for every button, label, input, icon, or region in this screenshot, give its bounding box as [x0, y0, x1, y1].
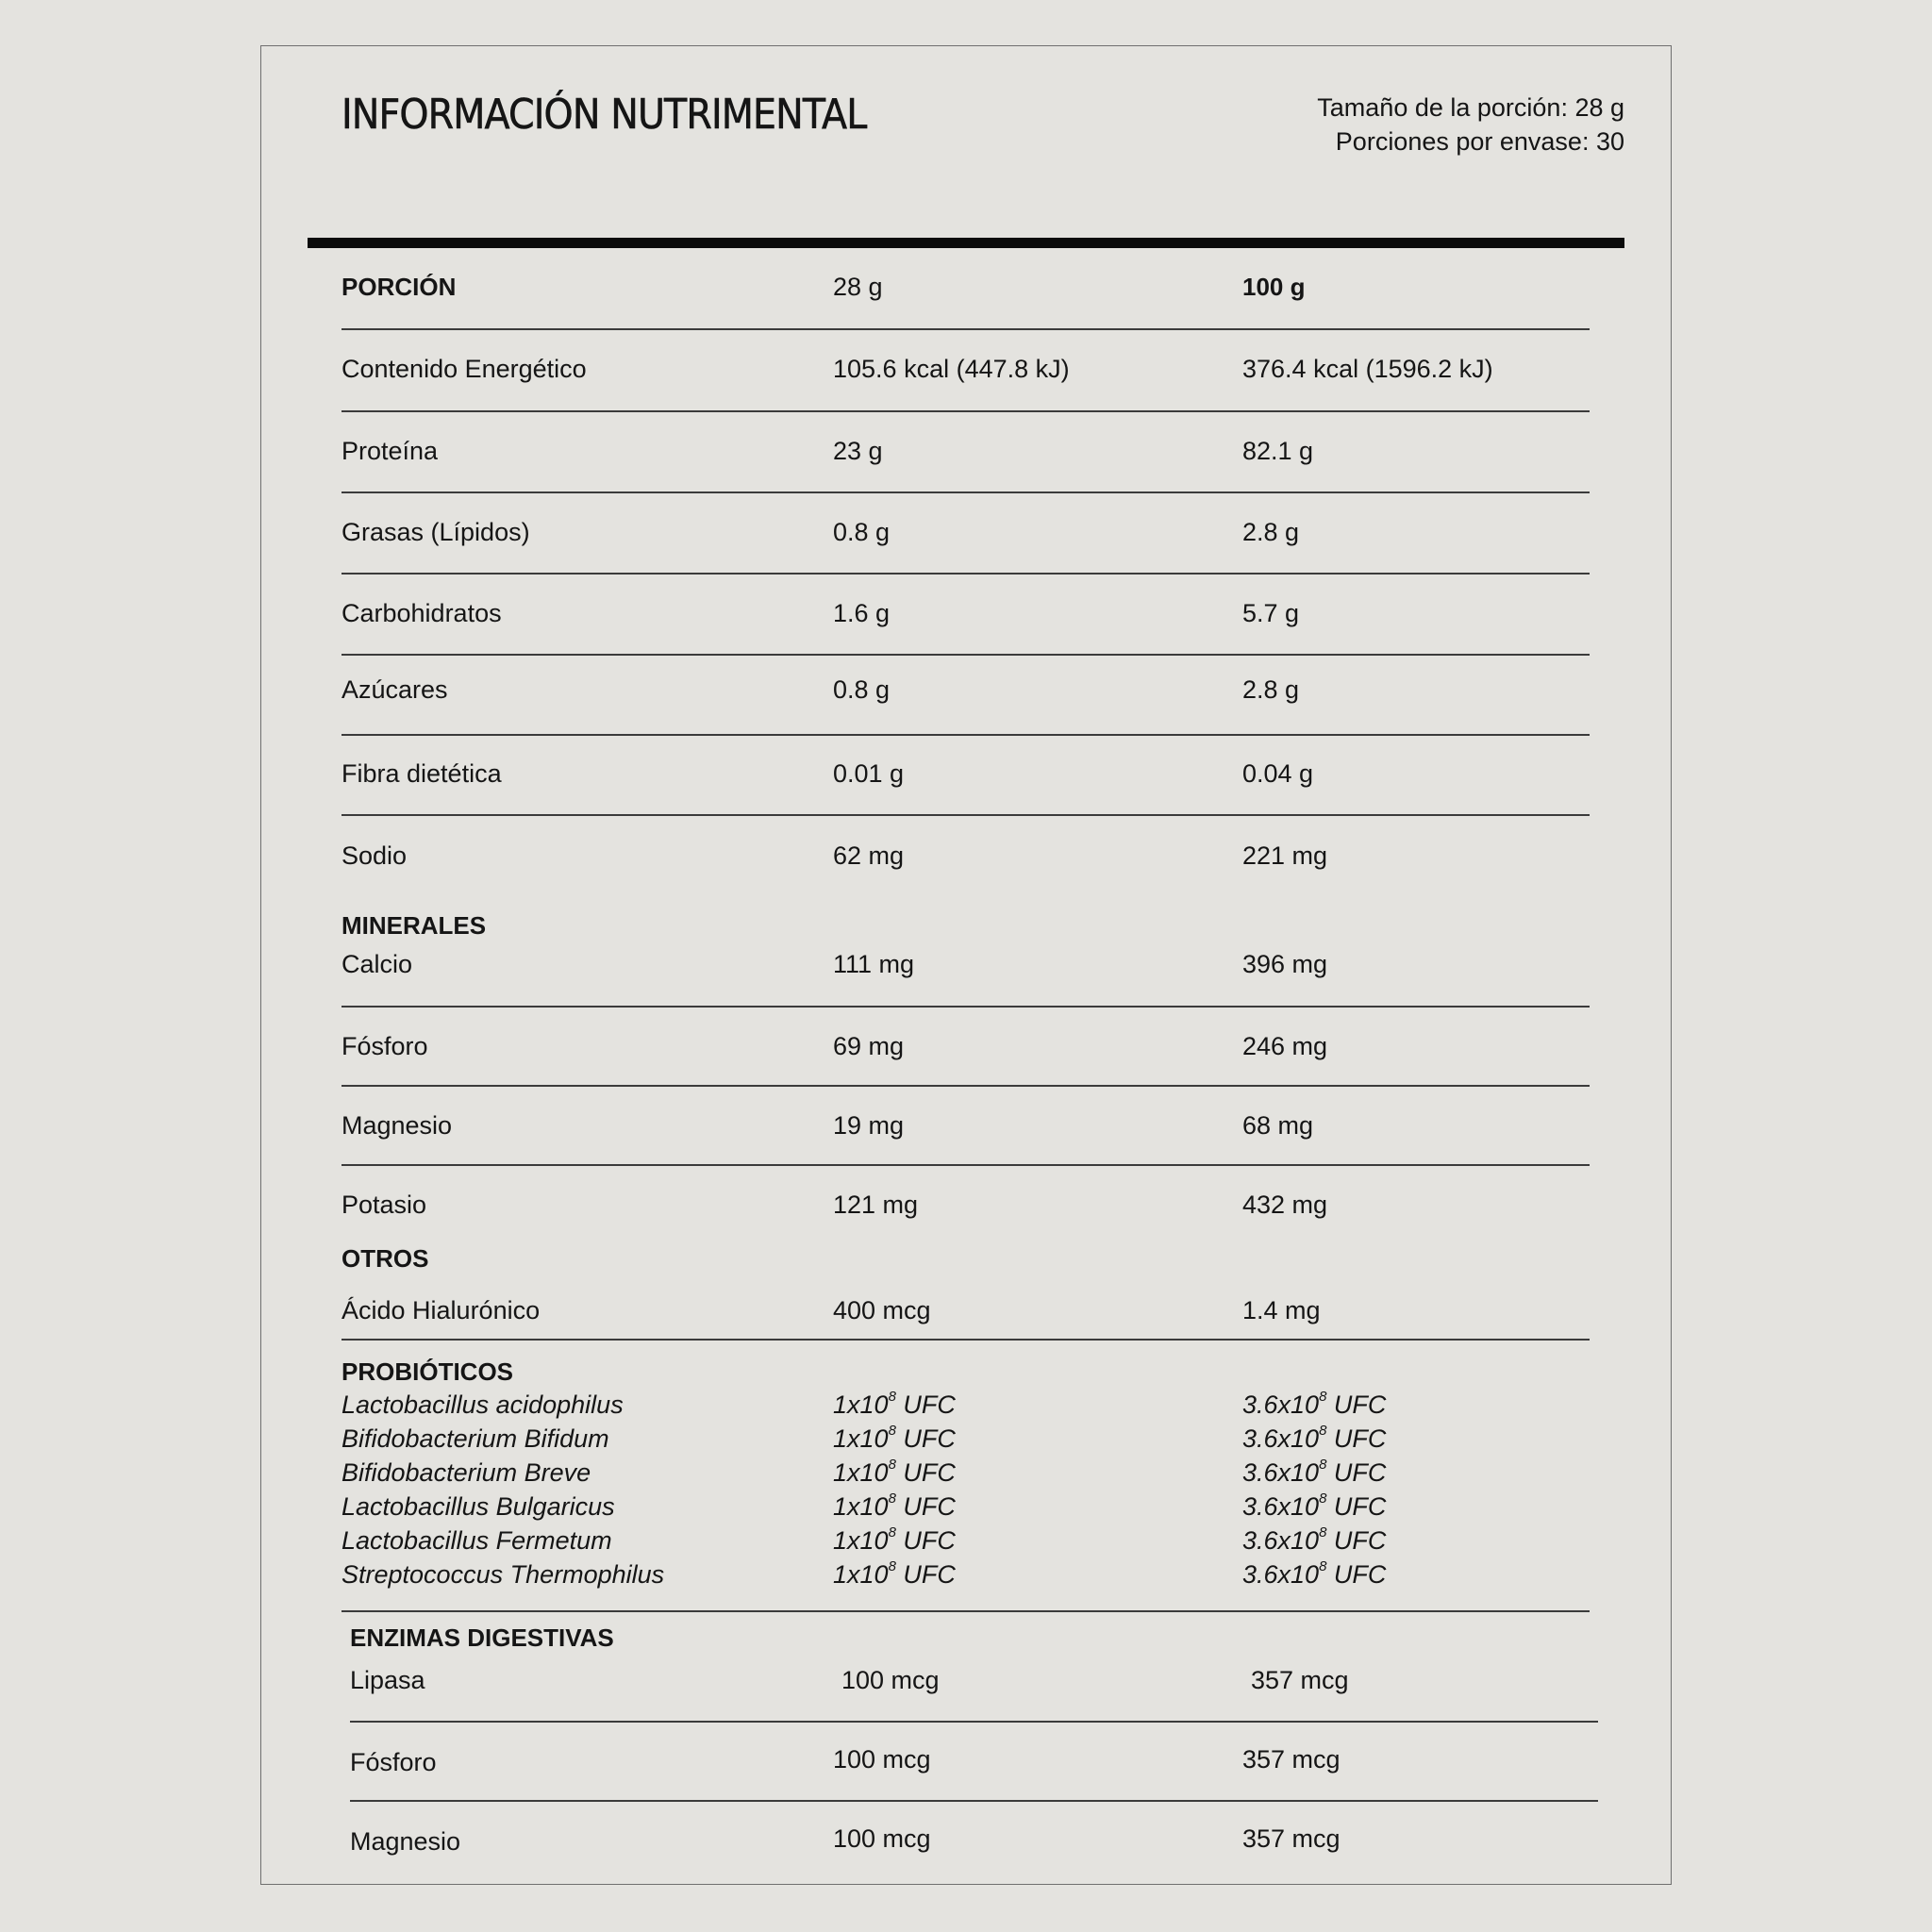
mineral-per100: 246 mg: [1242, 1032, 1328, 1060]
divider: [341, 1610, 1590, 1612]
nutrient-name: Grasas (Lípidos): [341, 518, 530, 546]
mineral-name: Fósforo: [341, 1032, 428, 1060]
nutrient-name: Azúcares: [341, 675, 448, 704]
section-heading-minerals: MINERALES: [341, 911, 487, 940]
section-heading-enzymes: ENZIMAS DIGESTIVAS: [350, 1624, 614, 1652]
probiotic-name: Lactobacillus Bulgaricus: [341, 1492, 615, 1521]
nutrient-name: Fibra dietética: [341, 759, 502, 788]
divider: [341, 734, 1590, 736]
nutrient-per100: 5.7 g: [1242, 599, 1300, 627]
probiotic-name: Lactobacillus acidophilus: [341, 1391, 624, 1419]
probiotic-per100: $3.6x10^8$ UFC: [1242, 1558, 1387, 1589]
enzyme-portion: 100 mcg: [833, 1824, 931, 1853]
enzyme-name: Fósforo: [350, 1748, 437, 1776]
probiotic-per100: $3.6x10^8$ UFC: [1242, 1491, 1387, 1521]
probiotic-portion: $1x10^8$ UFC: [833, 1491, 956, 1521]
enzyme-portion: 100 mcg: [833, 1745, 931, 1774]
probiotic-per100: $3.6x10^8$ UFC: [1242, 1524, 1387, 1555]
mineral-portion: 111 mg: [833, 950, 915, 978]
serving-size: Tamaño de la porción: 28 g: [1317, 93, 1624, 122]
nutrient-portion: 1.6 g: [833, 599, 891, 627]
probiotic-per100: $3.6x10^8$ UFC: [1242, 1457, 1387, 1487]
nutrient-portion: 23 g: [833, 437, 883, 465]
serving-info: [1317, 91, 1624, 158]
header-rule: [308, 238, 1624, 248]
probiotic-portion: $1x10^8$ UFC: [833, 1423, 956, 1453]
nutrient-per100: 376.4 kcal (1596.2 kJ): [1242, 355, 1493, 383]
enzyme-name: Lipasa: [350, 1666, 425, 1694]
nutrient-portion: 105.6 kcal (447.8 kJ): [833, 355, 1070, 383]
divider: [341, 328, 1590, 330]
enzyme-per100: 357 mcg: [1251, 1666, 1349, 1694]
probiotic-portion: $1x10^8$ UFC: [833, 1558, 956, 1589]
mineral-portion: 69 mg: [833, 1032, 905, 1060]
nutrient-per100: 2.8 g: [1242, 675, 1300, 704]
mineral-name: Potasio: [341, 1191, 427, 1219]
mineral-portion: 19 mg: [833, 1111, 905, 1140]
other-per100: 1.4 mg: [1242, 1296, 1321, 1324]
probiotic-name: Bifidobacterium Bifidum: [341, 1424, 609, 1453]
probiotic-name: Bifidobacterium Breve: [341, 1458, 591, 1487]
divider: [341, 1164, 1590, 1166]
mineral-name: Magnesio: [341, 1111, 453, 1140]
divider: [341, 1339, 1590, 1341]
mineral-portion: 121 mg: [833, 1191, 919, 1219]
enzyme-portion: 100 mcg: [841, 1666, 940, 1694]
nutrient-portion: 0.8 g: [833, 675, 891, 704]
divider: [341, 1006, 1590, 1008]
header-label: PORCIÓN: [341, 273, 457, 301]
probiotic-per100: $3.6x10^8$ UFC: [1242, 1423, 1387, 1453]
mineral-name: Calcio: [341, 950, 413, 978]
enzyme-per100: 357 mcg: [1242, 1824, 1341, 1853]
probiotic-name: Streptococcus Thermophilus: [341, 1560, 665, 1589]
header-col2: 100 g: [1242, 273, 1306, 301]
probiotic-per100: $3.6x10^8$ UFC: [1242, 1389, 1387, 1419]
page-title: INFORMACIÓN NUTRIMENTAL: [341, 91, 867, 139]
nutrient-portion: 0.01 g: [833, 759, 905, 788]
divider: [350, 1800, 1598, 1802]
nutrient-per100: 221 mg: [1242, 841, 1328, 870]
nutrient-name: Sodio: [341, 841, 408, 870]
nutrition-panel: [260, 45, 1672, 1885]
divider: [341, 814, 1590, 816]
divider: [341, 654, 1590, 656]
servings-per-container: Porciones por envase: 30: [1335, 127, 1624, 156]
mineral-per100: 68 mg: [1242, 1111, 1314, 1140]
nutrient-name: Proteína: [341, 437, 439, 465]
nutrient-per100: 82.1 g: [1242, 437, 1314, 465]
probiotic-portion: $1x10^8$ UFC: [833, 1389, 956, 1419]
other-name: Ácido Hialurónico: [341, 1296, 541, 1324]
divider: [341, 410, 1590, 412]
other-portion: 400 mcg: [833, 1296, 931, 1324]
probiotic-portion: $1x10^8$ UFC: [833, 1457, 956, 1487]
nutrient-name: Contenido Energético: [341, 355, 587, 383]
divider: [341, 1085, 1590, 1087]
enzyme-per100: 357 mcg: [1242, 1745, 1341, 1774]
nutrient-per100: 0.04 g: [1242, 759, 1314, 788]
enzyme-name: Magnesio: [350, 1827, 461, 1856]
section-heading-others: OTROS: [341, 1244, 429, 1273]
nutrient-name: Carbohidratos: [341, 599, 502, 627]
header-col1: 28 g: [833, 273, 883, 301]
divider: [341, 573, 1590, 575]
probiotic-portion: $1x10^8$ UFC: [833, 1524, 956, 1555]
section-heading-probiotics: PROBIÓTICOS: [341, 1357, 514, 1386]
divider: [341, 491, 1590, 493]
divider: [350, 1721, 1598, 1723]
nutrient-per100: 2.8 g: [1242, 518, 1300, 546]
nutrient-portion: 0.8 g: [833, 518, 891, 546]
probiotic-name: Lactobacillus Fermetum: [341, 1526, 612, 1555]
nutrient-portion: 62 mg: [833, 841, 905, 870]
mineral-per100: 396 mg: [1242, 950, 1328, 978]
mineral-per100: 432 mg: [1242, 1191, 1328, 1219]
